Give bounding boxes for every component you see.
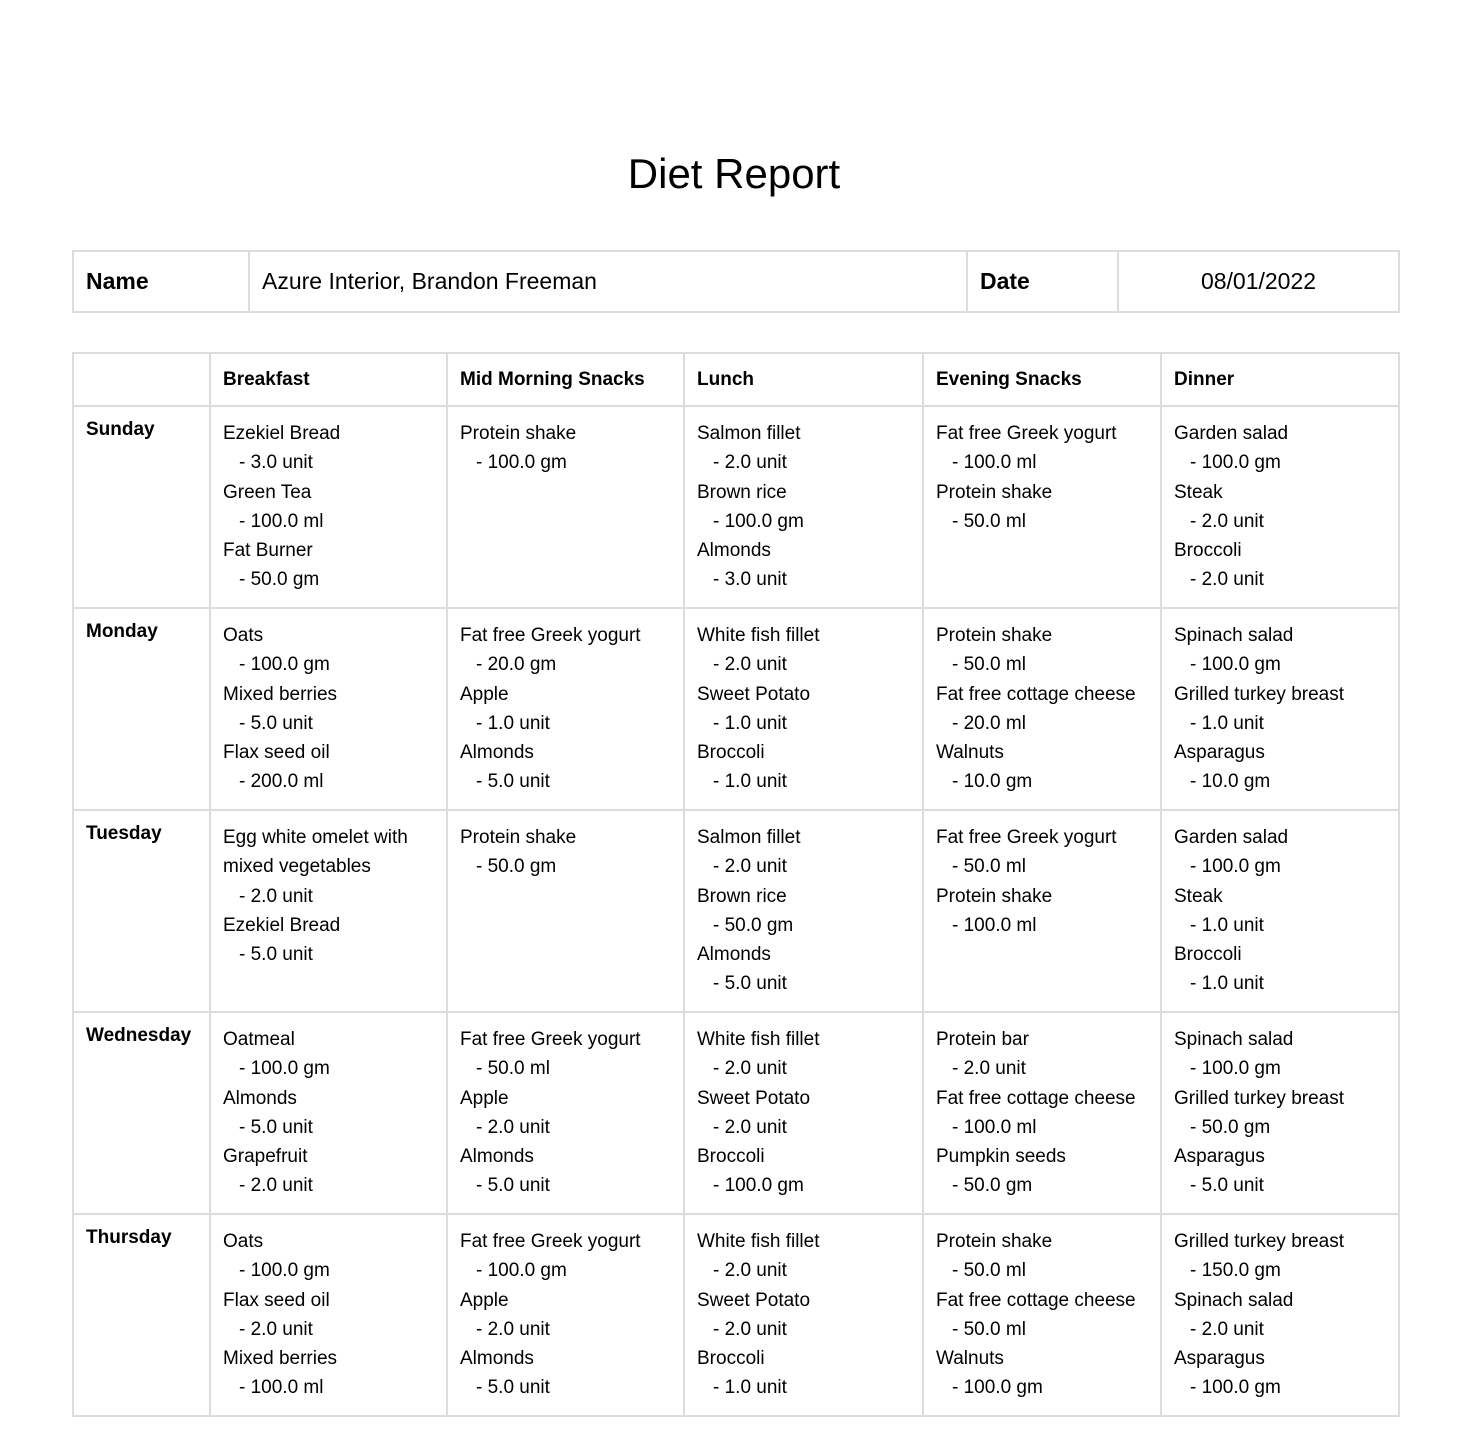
day-label: Tuesday — [73, 810, 210, 1012]
food-quantity: - 50.0 ml — [952, 1260, 1026, 1282]
food-item: Steak — [1174, 885, 1223, 907]
day-row-thursday — [73, 1214, 1399, 1416]
meal-cell-breakfast — [210, 1214, 447, 1416]
food-quantity: - 100.0 gm — [476, 452, 567, 474]
food-item: Broccoli — [1174, 540, 1242, 562]
food-item: Oats — [223, 625, 264, 646]
food-quantity: - 50.0 gm — [1190, 1116, 1271, 1138]
meal-plan-table — [72, 352, 1400, 1417]
day-row-tuesday — [73, 810, 1399, 1012]
food-item: Walnuts — [936, 742, 1004, 764]
food-quantity: - 100.0 gm — [713, 1175, 804, 1197]
food-quantity: - 100.0 ml — [952, 452, 1037, 474]
date-value: 08/01/2022 — [1118, 251, 1399, 312]
food-quantity: - 1.0 unit — [713, 712, 787, 734]
food-quantity: - 100.0 gm — [476, 1260, 567, 1282]
food-quantity: - 100.0 gm — [1190, 654, 1281, 676]
header-corner — [73, 353, 210, 406]
food-item: Fat free Greek yogurt — [936, 827, 1117, 848]
food-quantity: - 3.0 unit — [713, 569, 787, 591]
food-quantity: - 100.0 ml — [952, 914, 1037, 936]
food-item: Garden salad — [1174, 827, 1289, 848]
food-quantity: - 1.0 unit — [713, 1377, 787, 1399]
food-quantity: - 100.0 gm — [239, 654, 330, 676]
meal-cell-mid-morning-snacks — [447, 406, 684, 608]
food-quantity: - 5.0 unit — [239, 944, 313, 966]
day-label: Monday — [73, 608, 210, 810]
meal-cell-lunch — [684, 608, 923, 810]
food-quantity: - 100.0 gm — [952, 1377, 1043, 1399]
food-item: Asparagus — [1174, 1348, 1265, 1370]
food-quantity: - 2.0 unit — [713, 654, 787, 676]
food-item: Asparagus — [1174, 742, 1265, 764]
food-quantity: - 2.0 unit — [713, 1318, 787, 1340]
food-quantity: - 2.0 unit — [239, 1318, 313, 1340]
day-row-wednesday — [73, 1012, 1399, 1214]
meal-cell-breakfast — [210, 608, 447, 810]
food-item: Pumpkin seeds — [936, 1146, 1066, 1168]
food-item: Protein shake — [460, 827, 577, 848]
food-item: Egg white omelet with mixed vegetables — [223, 827, 408, 878]
food-quantity: - 10.0 gm — [952, 771, 1033, 793]
food-item: Asparagus — [1174, 1146, 1265, 1168]
food-quantity: - 2.0 unit — [713, 1058, 787, 1080]
food-item: Mixed berries — [223, 1348, 338, 1370]
food-item: Steak — [1174, 481, 1223, 503]
food-item: Protein shake — [936, 481, 1053, 503]
food-item: Almonds — [460, 742, 534, 764]
food-quantity: - 5.0 unit — [713, 973, 787, 995]
food-item: Flax seed oil — [223, 1289, 330, 1311]
food-quantity: - 2.0 unit — [476, 1318, 550, 1340]
food-item: Protein shake — [460, 423, 577, 444]
header-evening-snacks: Evening Snacks — [923, 353, 1161, 406]
header-dinner: Dinner — [1161, 353, 1399, 406]
header-mid-morning-snacks: Mid Morning Snacks — [447, 353, 684, 406]
food-quantity: - 10.0 gm — [1190, 771, 1271, 793]
food-item: Grilled turkey breast — [1174, 1231, 1345, 1252]
header-row — [73, 353, 1399, 406]
food-item: Brown rice — [697, 885, 787, 907]
food-quantity: - 2.0 unit — [239, 1175, 313, 1197]
food-quantity: - 50.0 ml — [952, 856, 1026, 878]
day-label: Sunday — [73, 406, 210, 608]
food-quantity: - 2.0 unit — [713, 452, 787, 474]
food-quantity: - 1.0 unit — [1190, 973, 1264, 995]
meal-cell-evening-snacks — [923, 810, 1161, 1012]
day-label: Wednesday — [73, 1012, 210, 1214]
food-quantity: - 1.0 unit — [476, 712, 550, 734]
food-item: Grapefruit — [223, 1146, 308, 1168]
meal-cell-evening-snacks — [923, 406, 1161, 608]
day-row-monday — [73, 608, 1399, 810]
food-quantity: - 5.0 unit — [239, 1116, 313, 1138]
food-quantity: - 2.0 unit — [476, 1116, 550, 1138]
food-item: Broccoli — [1174, 944, 1242, 966]
page-title: Diet Report — [627, 150, 841, 197]
food-item: Almonds — [223, 1087, 297, 1109]
food-quantity: - 100.0 gm — [239, 1058, 330, 1080]
meal-cell-lunch — [684, 810, 923, 1012]
food-quantity: - 50.0 ml — [952, 510, 1026, 532]
food-item: Fat free Greek yogurt — [460, 625, 641, 646]
meal-cell-mid-morning-snacks — [447, 1214, 684, 1416]
header-lunch: Lunch — [684, 353, 923, 406]
food-item: Fat free cottage cheese — [936, 683, 1136, 705]
meal-cell-breakfast — [210, 810, 447, 1012]
food-item: Walnuts — [936, 1348, 1004, 1370]
food-item: Broccoli — [697, 1348, 765, 1370]
food-quantity: - 200.0 ml — [239, 771, 324, 793]
meal-cell-lunch — [684, 406, 923, 608]
food-item: Oatmeal — [223, 1029, 295, 1050]
food-item: Fat Burner — [223, 540, 313, 562]
food-item: White fish fillet — [697, 625, 820, 646]
food-quantity: - 100.0 gm — [1190, 1377, 1281, 1399]
food-item: Salmon fillet — [697, 423, 801, 444]
food-quantity: - 100.0 ml — [239, 1377, 324, 1399]
food-item: Spinach salad — [1174, 1029, 1294, 1050]
food-item: Protein shake — [936, 885, 1053, 907]
food-quantity: - 50.0 gm — [952, 1175, 1033, 1197]
food-quantity: - 100.0 ml — [952, 1116, 1037, 1138]
meal-cell-evening-snacks — [923, 1214, 1161, 1416]
food-quantity: - 3.0 unit — [239, 452, 313, 474]
food-item: Almonds — [460, 1348, 534, 1370]
food-item: Garden salad — [1174, 423, 1289, 444]
food-quantity: - 100.0 gm — [239, 1260, 330, 1282]
food-item: Ezekiel Bread — [223, 423, 341, 444]
food-quantity: - 150.0 gm — [1190, 1260, 1281, 1282]
food-quantity: - 50.0 gm — [239, 569, 320, 591]
info-table — [72, 250, 1400, 313]
food-quantity: - 5.0 unit — [476, 1377, 550, 1399]
food-item: Fat free cottage cheese — [936, 1087, 1136, 1109]
food-quantity: - 2.0 unit — [713, 1116, 787, 1138]
food-quantity: - 50.0 ml — [952, 654, 1026, 676]
meal-cell-evening-snacks — [923, 1012, 1161, 1214]
food-quantity: - 1.0 unit — [1190, 914, 1264, 936]
meal-cell-mid-morning-snacks — [447, 810, 684, 1012]
meal-cell-lunch — [684, 1214, 923, 1416]
food-item: Spinach salad — [1174, 1289, 1294, 1311]
food-quantity: - 5.0 unit — [239, 712, 313, 734]
food-item: Ezekiel Bread — [223, 914, 341, 936]
food-item: Brown rice — [697, 481, 787, 503]
food-item: Sweet Potato — [697, 1087, 811, 1109]
meal-cell-breakfast — [210, 1012, 447, 1214]
meal-cell-mid-morning-snacks — [447, 1012, 684, 1214]
food-quantity: - 100.0 gm — [1190, 452, 1281, 474]
meal-cell-dinner — [1161, 406, 1399, 608]
food-quantity: - 1.0 unit — [1190, 712, 1264, 734]
food-item: Apple — [460, 1289, 509, 1311]
food-quantity: - 20.0 ml — [952, 712, 1026, 734]
food-quantity: - 5.0 unit — [1190, 1175, 1264, 1197]
food-item: Apple — [460, 683, 509, 705]
food-quantity: - 100.0 gm — [1190, 856, 1281, 878]
meal-cell-dinner — [1161, 608, 1399, 810]
food-item: Grilled turkey breast — [1174, 1087, 1345, 1109]
info-row — [73, 251, 1399, 312]
food-item: Fat free Greek yogurt — [460, 1231, 641, 1252]
food-item: Mixed berries — [223, 683, 338, 705]
meal-cell-mid-morning-snacks — [447, 608, 684, 810]
food-quantity: - 100.0 gm — [1190, 1058, 1281, 1080]
food-item: Fat free Greek yogurt — [936, 423, 1117, 444]
food-item: Almonds — [460, 1146, 534, 1168]
food-quantity: - 50.0 gm — [713, 914, 794, 936]
meal-cell-lunch — [684, 1012, 923, 1214]
food-item: White fish fillet — [697, 1029, 820, 1050]
food-quantity: - 2.0 unit — [1190, 569, 1264, 591]
food-item: Fat free Greek yogurt — [460, 1029, 641, 1050]
food-quantity: - 2.0 unit — [713, 1260, 787, 1282]
food-item: Oats — [223, 1231, 264, 1252]
food-quantity: - 100.0 ml — [239, 510, 324, 532]
food-quantity: - 100.0 gm — [713, 510, 804, 532]
food-item: Apple — [460, 1087, 509, 1109]
food-item: Protein shake — [936, 625, 1053, 646]
food-item: Fat free cottage cheese — [936, 1289, 1136, 1311]
food-item: Broccoli — [697, 1146, 765, 1168]
name-value: Azure Interior, Brandon Freeman — [249, 251, 967, 312]
food-item: Broccoli — [697, 742, 765, 764]
food-quantity: - 5.0 unit — [476, 1175, 550, 1197]
day-row-sunday — [73, 406, 1399, 608]
food-quantity: - 2.0 unit — [713, 856, 787, 878]
food-quantity: - 2.0 unit — [239, 885, 313, 907]
meal-cell-dinner — [1161, 810, 1399, 1012]
food-item: Green Tea — [223, 481, 312, 503]
food-item: Sweet Potato — [697, 683, 811, 705]
food-item: Spinach salad — [1174, 625, 1294, 646]
food-quantity: - 50.0 gm — [476, 856, 557, 878]
date-label: Date — [967, 251, 1118, 312]
food-quantity: - 50.0 ml — [952, 1318, 1026, 1340]
food-item: Sweet Potato — [697, 1289, 811, 1311]
food-quantity: - 2.0 unit — [952, 1058, 1026, 1080]
food-item: Protein bar — [936, 1029, 1029, 1050]
food-quantity: - 2.0 unit — [1190, 510, 1264, 532]
food-item: Grilled turkey breast — [1174, 683, 1345, 705]
food-quantity: - 1.0 unit — [713, 771, 787, 793]
food-quantity: - 20.0 gm — [476, 654, 557, 676]
name-label: Name — [73, 251, 249, 312]
food-item: Flax seed oil — [223, 742, 330, 764]
meal-cell-evening-snacks — [923, 608, 1161, 810]
header-breakfast: Breakfast — [210, 353, 447, 406]
food-item: White fish fillet — [697, 1231, 820, 1252]
meal-cell-dinner — [1161, 1214, 1399, 1416]
food-quantity: - 50.0 ml — [476, 1058, 550, 1080]
food-item: Almonds — [697, 944, 771, 966]
food-item: Almonds — [697, 540, 771, 562]
meal-cell-breakfast — [210, 406, 447, 608]
food-item: Salmon fillet — [697, 827, 801, 848]
food-quantity: - 5.0 unit — [476, 771, 550, 793]
day-label: Thursday — [73, 1214, 210, 1416]
meal-cell-dinner — [1161, 1012, 1399, 1214]
food-quantity: - 2.0 unit — [1190, 1318, 1264, 1340]
food-item: Protein shake — [936, 1231, 1053, 1252]
